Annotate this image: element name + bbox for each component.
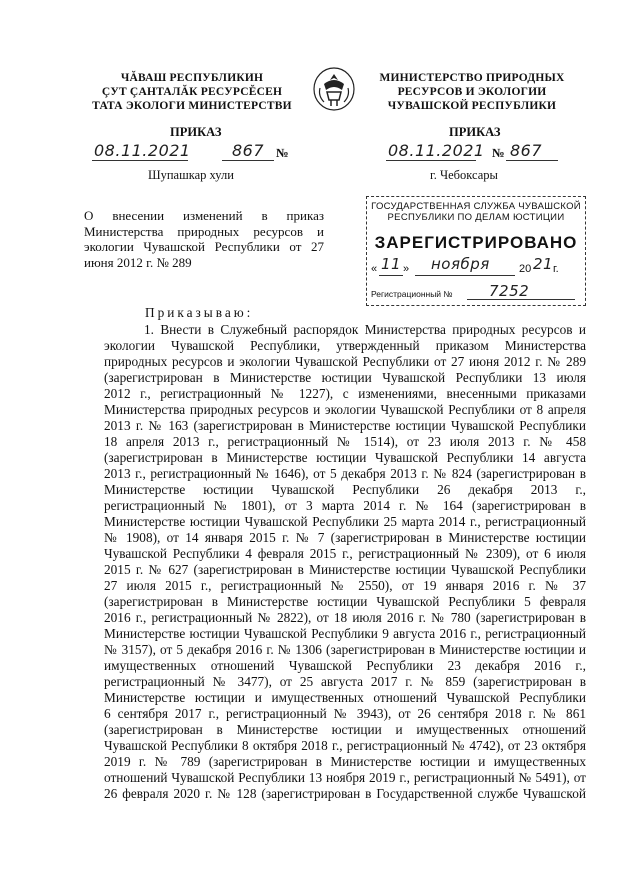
stamp-reg-row [367,283,585,301]
stamp-reg-underline [467,299,575,300]
stamp-month-underline [415,275,515,276]
body-line: 26 февраля 2020 г. № 128 (зарегистрирован в Государственной службе Чувашской [104,786,586,801]
body-line: Министерстве юстиции Чувашской Республики 9 августа 2016 г., регистрационный [104,626,586,641]
number-underline-left [222,160,274,161]
header-left [82,71,302,113]
body-line: экологии Чувашской Республики, утвержденный приказом Министерства [104,338,586,353]
coat-of-arms-emblem [312,66,356,112]
stamp-year-prefix: 20 [519,263,532,275]
body-line: № 1908), от 14 января 2015 г. № 7 (зарегистрирован в Министерстве юстиции [104,530,586,545]
header-left-line: ЧĂВАШ РЕСПУБЛИКИН [120,72,264,84]
city-right: г. Чебоксары [430,168,498,182]
body-line: (зарегистрирован в Министерстве юстиции Чувашской Республики 14 августа [104,450,586,465]
body-line: Чувашской Республики 4 февраля 2015 г., регистрационный № 2309), от 6 июля [104,546,586,561]
body-line: Чувашской Республики 8 октября 2018 г., регистрационный № 4742), от 23 октября [104,738,586,753]
body-line: 2019 г. № 789 (зарегистрирован в Министерстве юстиции и имущественных [104,754,586,769]
body-line: № 3157), от 5 декабря 2016 г. № 1306 (зарегистрирован в Министерстве юстиции и [104,642,586,657]
order-subject: О внесении изменений в приказ Министерства природных ресурсов и экологии Чувашской Республики от 27 июня 2012 г. № 289 [84,208,324,270]
number-underline-right [506,160,558,161]
body-line: природных ресурсов и экологии Чувашской Республики от 27 июня 2012 г. № 289 [104,354,586,369]
stamp-reg-number: 7252 [489,282,530,300]
body-line: 2012 г., регистрационный № 1227), с изменениями, внесенными приказами [104,386,586,401]
date-underline-left [92,160,188,161]
header-right-line: ЧУВАШСКОЙ РЕСПУБЛИКИ [387,100,557,112]
header-right-line: МИНИСТЕРСТВО ПРИРОДНЫХ [379,72,565,84]
body-line: 6 сентября 2017 г., регистрационный № 3943), от 26 сентября 2018 г. № 861 [104,706,586,721]
order-body [104,322,586,802]
stamp-day-underline [379,275,403,276]
date-underline-right [386,160,476,161]
body-line: 27 июля 2015 г., регистрационный № 2550), от 19 января 2016 г. № 37 [104,578,586,593]
order-number-right: 867 [510,141,543,160]
stamp-line-1: ГОСУДАРСТВЕННАЯ СЛУЖБА ЧУВАШСКОЙ [371,201,581,212]
stamp-year-end: г. [553,263,559,275]
body-line: Министерстве юстиции Чувашской Республики 25 марта 2014 г., регистрационный [104,514,586,529]
header-left-line: ТАТА ЭКОЛОГИ МИНИСТЕРСТВИ [92,100,292,112]
number-sign-right: № [492,146,505,160]
body-line: 2016 г., регистрационный № 2822), от 18 июля 2016 г. № 780 (зарегистрирован в [104,610,586,625]
stamp-day: 11 [381,255,402,273]
stamp-year-suffix: 21 [533,255,554,273]
order-title-right: ПРИКАЗ [449,125,501,139]
body-line: 1. Внести в Служебный распорядок Министерства природных ресурсов и [144,322,586,337]
body-line: регистрационный № 1801), от 3 марта 2014 г. № 164 (зарегистрирован в [104,498,586,513]
order-date-left: 08.11.2021 [94,141,191,160]
registration-stamp [366,196,586,306]
order-date-right: 08.11.2021 [388,141,485,160]
body-line: имущественных отношений Чувашской Республики 23 декабря 2016 г., [104,658,586,673]
body-line: Министерства природных ресурсов и экологии Чувашской Республики от 8 апреля [104,402,586,417]
number-sign-left: № [276,146,289,160]
body-line: регистрационный № 3477), от 25 августа 2017 г. № 859 (зарегистрирован в [104,674,586,689]
body-line: (зарегистрирован в Министерстве юстиции Чувашской Республики 5 февраля [104,594,586,609]
body-line: 2015 г. № 627 (зарегистрирован в Министерстве юстиции Чувашской Республики [104,562,586,577]
stamp-line-2: РЕСПУБЛИКИ ПО ДЕЛАМ ЮСТИЦИИ [387,212,565,223]
body-line: 18 апреля 2013 г., регистрационный № 1514), от 23 июля 2013 г. № 458 [104,434,586,449]
stamp-date-row [367,257,585,279]
body-line: Министерстве юстиции и имущественных отношений Чувашской Республики [104,690,586,705]
body-line: (зарегистрирован в Министерстве юстиции Чувашской Республики 13 июля [104,370,586,385]
body-line: 2013 г., регистрационный № 1646), от 5 декабря 2013 г. № 824 (зарегистрирован в [104,466,586,481]
stamp-quote-close: » [403,263,410,275]
stamp-quote-open: « [371,263,378,275]
order-number-left: 867 [232,141,265,160]
body-line: Министерстве юстиции Чувашской Республики 26 декабря 2013 г., [104,482,586,497]
stamp-title: ЗАРЕГИСТРИРОВАНО [374,233,578,252]
body-line: 2013 г. № 163 (зарегистрирован в Министерстве юстиции Чувашской Республики [104,418,586,433]
header-left-line: ÇУТ ÇАНТАЛĂК РЕСУРСĔСЕН [101,86,283,98]
body-line: отношений Чувашской Республики 13 ноября 2019 г., регистрационный № 5491), от [104,770,586,785]
body-line: (зарегистрирован в Министерстве юстиции и имущественных отношений [104,722,586,737]
stamp-reg-label: Регистрационный № [371,289,453,299]
order-word: Приказываю: [145,305,254,320]
header-right-line: РЕСУРСОВ И ЭКОЛОГИИ [397,86,547,98]
order-title-left: ПРИКАЗ [170,125,222,139]
header-right [372,71,572,113]
stamp-month: ноября [431,255,490,273]
city-left: Шупашкар хули [148,168,234,182]
